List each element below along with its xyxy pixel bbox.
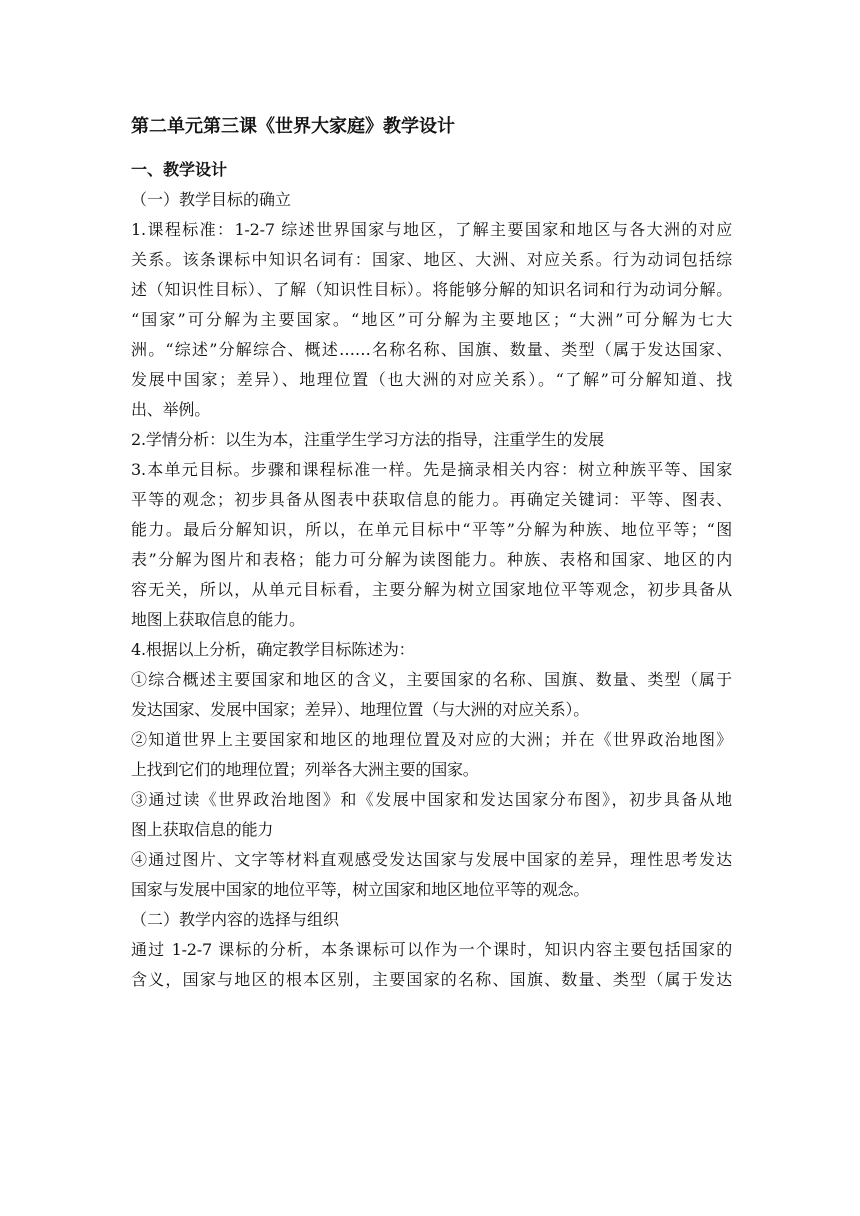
subheading-teaching-goals: （一）教学目标的确立 bbox=[131, 190, 292, 209]
text-line: ①综合概述主要国家和地区的含义，主要国家的名称、国旗、数量、类型（属于 bbox=[131, 670, 732, 689]
text-line: 能力。最后分解知识，所以，在单元目标中“平等”分解为种族、地位平等；“图 bbox=[131, 520, 732, 539]
paragraph-curriculum-standard bbox=[131, 215, 732, 425]
list-item-goal-3 bbox=[131, 785, 732, 845]
document-body bbox=[131, 113, 732, 995]
text-line: 4.根据以上分析，确定教学目标陈述为： bbox=[131, 640, 415, 659]
text-line: 发展中国家；差异）、地理位置（也大洲的对应关系）。“了解”可分解知道、找 bbox=[131, 370, 732, 389]
text-line: ③通过读《世界政治地图》和《发展中国家和发达国家分布图》，初步具备从地 bbox=[131, 790, 732, 809]
list-item-goal-1 bbox=[131, 665, 732, 725]
paragraph-goal-statement-intro bbox=[131, 635, 732, 665]
text-line: 图上获取信息的能力 bbox=[131, 820, 274, 839]
section-heading-teaching-design: 一、教学设计 bbox=[131, 160, 228, 179]
text-line: 平等的观念；初步具备从图表中获取信息的能力。再确定关键词：平等、图表、 bbox=[131, 490, 732, 509]
paragraph-learner-analysis bbox=[131, 425, 732, 455]
text-line: 发达国家、发展中国家；差异）、地理位置（与大洲的对应关系）。 bbox=[131, 700, 590, 719]
text-line: 1.课程标准：1-2-7 综述世界国家与地区，了解主要国家和地区与各大洲的对应 bbox=[131, 220, 732, 239]
text-line: 容无关，所以，从单元目标看，主要分解为树立国家地位平等观念，初步具备从 bbox=[131, 580, 732, 599]
text-line: 出、举例。 bbox=[131, 400, 211, 419]
text-line: “国家”可分解为主要国家。“地区”可分解为主要地区；“大洲”可分解为七大 bbox=[131, 310, 732, 329]
text-line: 国家与发展中国家的地位平等，树立国家和地区地位平等的观念。 bbox=[131, 880, 590, 899]
text-line: 3.本单元目标。步骤和课程标准一样。先是摘录相关内容：树立种族平等、国家 bbox=[131, 460, 732, 479]
text-line: ②知道世界上主要国家和地区的地理位置及对应的大洲；并在《世界政治地图》 bbox=[131, 730, 732, 749]
paragraph-unit-goals bbox=[131, 455, 732, 635]
text-line: 地图上获取信息的能力。 bbox=[131, 610, 305, 629]
text-line: 关系。该条课标中知识名词有：国家、地区、大洲、对应关系。行为动词包括综 bbox=[131, 250, 732, 269]
list-item-goal-2 bbox=[131, 725, 732, 785]
document-title: 第二单元第三课《世界大家庭》教学设计 bbox=[131, 116, 455, 137]
list-item-goal-4 bbox=[131, 845, 732, 905]
text-line: 含义，国家与地区的根本区别，主要国家的名称、国旗、数量、类型（属于发达 bbox=[131, 970, 732, 989]
text-line: 上找到它们的地理位置；列举各大洲主要的国家。 bbox=[131, 760, 479, 779]
paragraph-content-analysis bbox=[131, 935, 732, 995]
text-line: 通过 1-2-7 课标的分析，本条课标可以作为一个课时，知识内容主要包括国家的 bbox=[131, 940, 732, 959]
subheading-content-selection: （二）教学内容的选择与组织 bbox=[131, 910, 340, 929]
text-line: 表”分解为图片和表格；能力可分解为读图能力。种族、表格和国家、地区的内 bbox=[131, 550, 732, 569]
text-line: 2.学情分析：以生为本，注重学生学习方法的指导，注重学生的发展 bbox=[131, 430, 605, 449]
text-line: ④通过图片、文字等材料直观感受发达国家与发展中国家的差异，理性思考发达 bbox=[131, 850, 732, 869]
text-line: 述（知识性目标）、了解（知识性目标）。将能够分解的知识名词和行为动词分解。 bbox=[131, 280, 732, 299]
text-line: 洲。“综述”分解综合、概述……名称名称、国旗、数量、类型（属于发达国家、 bbox=[131, 340, 732, 359]
